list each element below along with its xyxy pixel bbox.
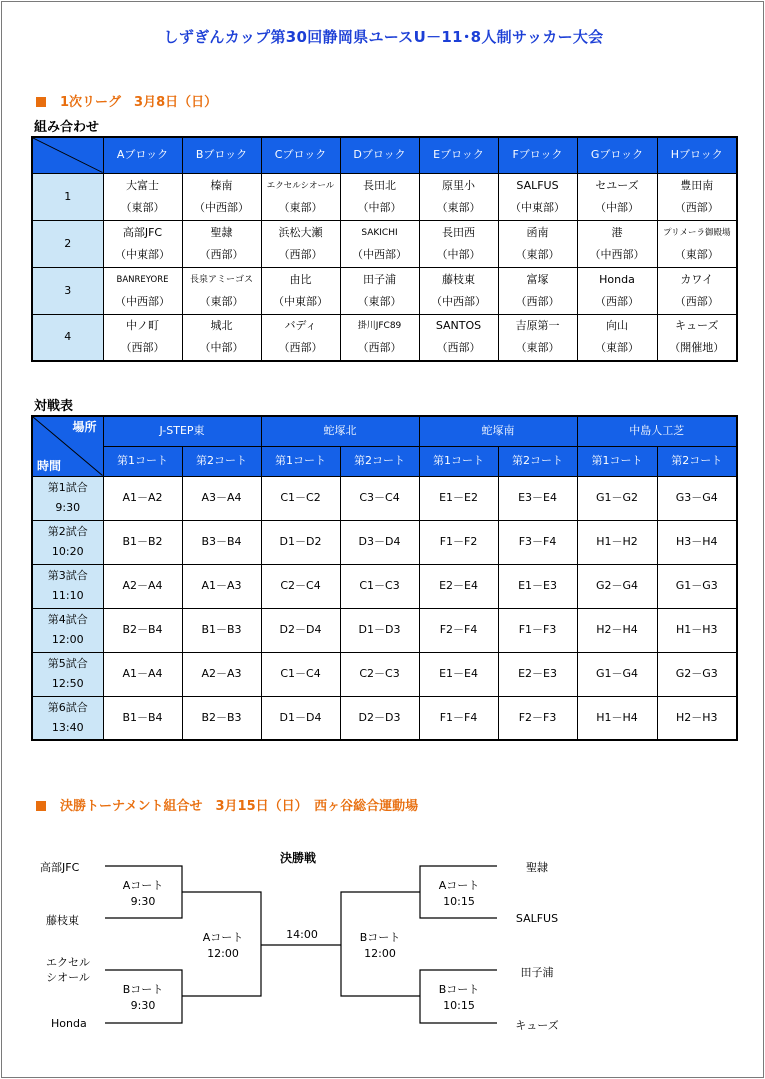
court-header: 第2コート [498,446,577,476]
team-name: 向山 [606,319,628,333]
game-time: 12:00 [51,633,84,646]
venue-header: 中島人工芝 [577,416,737,446]
team-region: （東部） [278,200,323,214]
team-region: （西部） [515,294,560,308]
team-name: 城北 [210,319,233,333]
match-cell: D1－D3 [340,608,419,652]
pairing-title: 組み合わせ [34,120,100,135]
team-name: 原里小 [442,178,475,192]
game-label: 第3試合 [47,569,88,582]
match-cell: E1－E2 [419,476,498,520]
bracket-lines [2,2,764,1078]
final-label: 決勝戦 [280,851,317,865]
team-left-3: エクセル シオール [46,956,90,984]
court-header: 第1コート [419,446,498,476]
court-header: 第1コート [103,446,182,476]
block-header: Eブロック [419,137,498,173]
team-region: （中部） [199,341,244,355]
team-region: （西部） [674,294,719,308]
team-region: （西部） [120,341,165,355]
match-cell: F2－F4 [419,608,498,652]
final-time: 14:00 [286,928,318,941]
game-time: 10:20 [51,545,84,558]
team-region: （東部） [120,200,165,214]
team-name: 高部JFC [122,225,163,239]
team-region: （東部） [595,341,639,355]
match-cell: C1－C2 [261,476,340,520]
team-name: 長田北 [363,178,396,192]
game-label: 第4試合 [47,613,88,626]
team-name: 榛南 [210,178,233,192]
match-cell: E3－E4 [498,476,577,520]
team-region: （西部） [278,247,323,261]
match-cell: A1－A2 [103,476,182,520]
court-header: 第2コート [340,446,419,476]
match-cell: F2－F3 [498,696,577,740]
team-region: （中東部） [510,200,565,214]
corner-time-label: 時間 [37,458,62,473]
team-region: （中東部） [115,247,170,261]
team-name: SANTOS [435,319,482,333]
court-header: 第2コート [657,446,737,476]
block-header: Hブロック [657,137,737,173]
match-cell: A3－A4 [182,476,261,520]
team-right-4: キューズ [515,1019,559,1032]
match-cell: G3－G4 [657,476,737,520]
game-time: 11:10 [51,589,84,602]
team-region: （東部） [199,294,244,308]
match-cell: C2－C3 [340,652,419,696]
team-right-2: SALFUS [515,912,559,925]
match-cell: E2－E3 [498,652,577,696]
team-region: （西部） [595,294,639,308]
team-left-2: 藤枝東 [46,914,79,927]
pairing-row-number: 3 [32,267,103,314]
pairing-row-number: 4 [32,314,103,361]
match-cell: E1－E3 [498,564,577,608]
court-header: 第2コート [182,446,261,476]
match-cell: D1－D4 [261,696,340,740]
team-name: 長泉アミーゴス [189,274,253,285]
match-cell: F1－F4 [419,696,498,740]
team-name: バディ [284,319,317,333]
pairing-row-number: 2 [32,220,103,267]
team-region: （東部） [515,247,560,261]
team-region: （東部） [436,200,481,214]
match-cell: C3－C4 [340,476,419,520]
match-cell: H2－H4 [577,608,657,652]
page-title: しずぎんカップ第30回静岡県ユースU－11･8人制サッカー大会 [163,28,604,46]
match-cell: H1－H4 [577,696,657,740]
team-name: 中ノ町 [126,319,159,333]
block-header: Aブロック [103,137,182,173]
schedule-title: 対戦表 [34,399,74,414]
match-cell: G2－G3 [657,652,737,696]
match-cell: D1－D2 [261,520,340,564]
match-cell: H1－H3 [657,608,737,652]
team-region: （中西部） [352,247,407,261]
corner-venue-label: 場所 [72,420,97,434]
team-left-4: Honda [51,1017,87,1030]
team-name: カワイ [680,272,714,286]
team-region: （西部） [357,341,402,355]
match-cell: E1－E4 [419,652,498,696]
block-header: Bブロック [182,137,261,173]
team-name: SAKICHI [361,227,398,238]
right-r1-top-label: Aコート 10:15 [438,879,480,908]
game-label: 第6試合 [47,700,88,714]
left-r1-bottom-label: Bコート 9:30 [122,983,164,1012]
block-header: Dブロック [340,137,419,173]
right-semi-label: Bコート 12:00 [359,931,401,960]
match-cell: C2－C4 [261,564,340,608]
team-region: （中西部） [589,247,645,261]
game-time: 13:40 [51,720,84,734]
game-label: 第5試合 [47,657,88,670]
match-cell: B2－B4 [103,608,182,652]
left-r1-top-label: Aコート 9:30 [122,879,164,908]
game-time: 12:50 [51,677,84,690]
team-region: （開催地） [669,341,725,355]
match-cell: G1－G2 [577,476,657,520]
team-name: Honda [599,272,635,286]
match-cell: H3－H4 [657,520,737,564]
team-left-1: 高部JFC [40,861,80,874]
team-region: （中西部） [194,200,249,214]
team-region: （東部） [515,341,560,355]
match-cell: B1－B4 [103,696,182,740]
match-cell: C1－C3 [340,564,419,608]
league-heading: 1次リーグ 3月8日（日） [36,91,217,110]
team-region: （中西部） [431,294,486,308]
match-cell: F3－F4 [498,520,577,564]
match-cell: G1－G4 [577,652,657,696]
team-name: 浜松大瀬 [278,225,323,239]
team-region: （中部） [595,200,639,214]
match-cell: H2－H3 [657,696,737,740]
team-name: セユーズ [595,178,639,192]
match-cell: B2－B3 [182,696,261,740]
match-cell: G1－G3 [657,564,737,608]
team-name: 函南 [526,225,549,239]
team-name: プリメーラ御殿場 [663,227,731,238]
match-cell: C1－C4 [261,652,340,696]
match-cell: A2－A3 [182,652,261,696]
match-cell: E2－E4 [419,564,498,608]
team-name: キューズ [675,319,719,333]
team-name: 富塚 [526,272,549,286]
team-right-3: 田子浦 [520,966,554,979]
match-cell: B3－B4 [182,520,261,564]
venue-header: 蛇塚北 [261,416,419,446]
team-region: （西部） [674,200,719,214]
match-cell: B1－B3 [182,608,261,652]
team-name: 港 [611,225,623,239]
block-header: Gブロック [577,137,657,173]
tournament-heading: 決勝トーナメント組合せ 3月15日（日） 西ヶ谷総合運動場 [36,795,418,814]
team-region: （東部） [357,294,402,308]
team-right-1: 聖隷 [526,861,548,874]
block-header: Cブロック [261,137,340,173]
match-cell: D3－D4 [340,520,419,564]
match-cell: F1－F3 [498,608,577,652]
match-cell: A2－A4 [103,564,182,608]
game-label: 第2試合 [47,525,88,538]
right-r1-bottom-label: Bコート 10:15 [438,983,480,1012]
team-region: （中西部） [115,294,170,308]
match-cell: D2－D4 [261,608,340,652]
team-region: （中部） [436,247,481,261]
match-cell: B1－B2 [103,520,182,564]
court-header: 第1コート [577,446,657,476]
team-name: 豊田南 [680,178,714,192]
team-name: 由比 [289,272,312,286]
team-region: （西部） [436,341,481,355]
match-cell: G2－G4 [577,564,657,608]
team-name: 長田西 [442,225,475,239]
team-region: （中東部） [273,294,328,308]
team-name: 田子浦 [363,272,396,286]
block-header: Fブロック [498,137,577,173]
match-cell: A1－A3 [182,564,261,608]
match-cell: F1－F2 [419,520,498,564]
team-region: （中部） [357,200,402,214]
team-name: エクセルシオール [266,180,335,191]
venue-header: J-STEP東 [103,416,261,446]
team-name: 吉原第一 [515,319,560,333]
team-name: SALFUS [516,178,559,192]
team-region: （東部） [674,247,719,261]
team-name: 大富士 [126,178,159,192]
team-name: 聖隷 [210,225,233,239]
left-semi-label: Aコート 12:00 [202,931,244,960]
team-name: BANREYORE [116,274,169,285]
match-cell: A1－A4 [103,652,182,696]
game-time: 9:30 [55,501,81,514]
team-region: （西部） [278,341,323,355]
team-name: 藤枝東 [442,272,475,286]
document-page [1,1,764,1078]
match-cell: D2－D3 [340,696,419,740]
venue-header: 蛇塚南 [419,416,577,446]
team-region: （西部） [199,247,244,261]
court-header: 第1コート [261,446,340,476]
team-name: 掛川JFC89 [357,321,402,332]
game-label: 第1試合 [47,481,88,494]
match-cell: H1－H2 [577,520,657,564]
pairing-row-number: 1 [32,173,103,220]
